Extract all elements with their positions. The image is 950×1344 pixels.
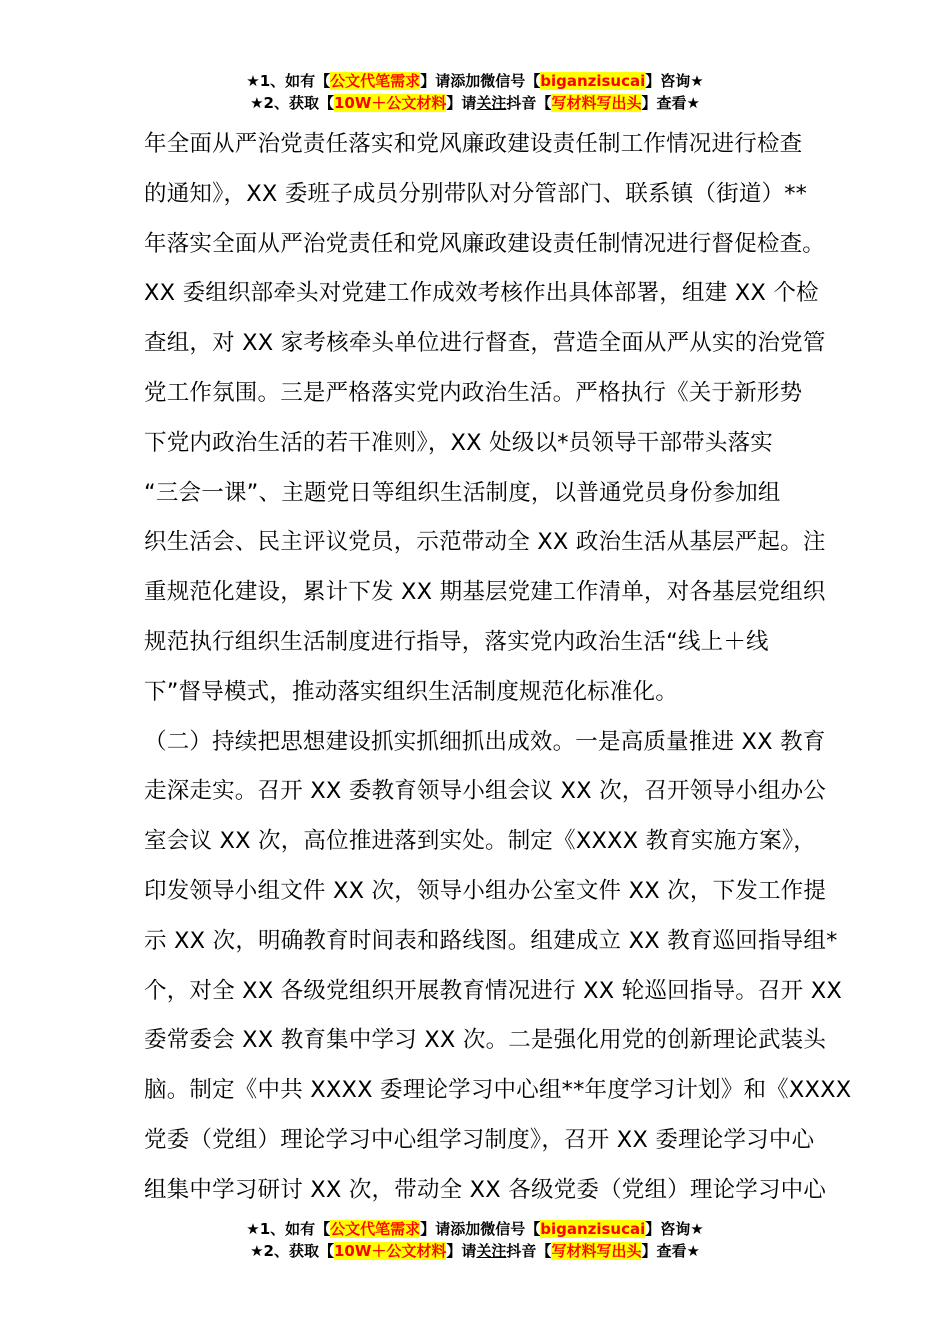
text-line: 走深走实。召开 XX 委教育领导小组会议 XX 次，召开领导小组办公	[144, 778, 827, 805]
text-line: 年落实全面从严治党责任和党风廉政建设责任制情况进行督促检查。	[144, 230, 826, 257]
header-banner	[0, 70, 950, 114]
banner-line-1	[0, 70, 950, 92]
text-line: 下党内政治生活的若干准则》，XX 处级以*员领导干部带头落实	[144, 429, 773, 456]
text-line: （二）持续把思想建设抓实抓细抓出成效。一是高质量推进 XX 教育	[144, 728, 826, 755]
text-line: 年全面从严治党责任落实和党风廉政建设责任制工作情况进行检查	[144, 131, 803, 157]
banner-highlight: 写材料写出头	[551, 94, 642, 112]
text-line: 室会议 XX 次，高位推进落到实处。制定《XXXX 教育实施方案》，	[144, 828, 816, 855]
banner-highlight: 写材料写出头	[551, 1242, 642, 1260]
banner-text: 】请添加微信号【	[420, 72, 541, 90]
banner-text: 】查看★	[641, 94, 700, 112]
banner-text: 】咨询★	[645, 1220, 704, 1238]
document-body	[144, 120, 852, 1216]
banner-highlight: 10W＋公文材料	[333, 1242, 447, 1260]
banner-highlight: 公文代笔需求	[330, 72, 421, 90]
banner-text: ★1、如有【	[246, 1220, 331, 1238]
banner-line-1	[0, 1218, 950, 1240]
banner-text: 】请添加微信号【	[420, 1220, 541, 1238]
text-line: 的通知》，XX 委班子成员分别带队对分管部门、联系镇（街道）**	[144, 180, 808, 207]
text-line: 组集中学习研讨 XX 次，带动全 XX 各级党委（党组）理论学习中心	[144, 1176, 827, 1203]
text-line: XX 委组织部牵头对党建工作成效考核作出具体部署，组建 XX 个检	[144, 280, 819, 307]
text-line: 党委（党组）理论学习中心组学习制度》，召开 XX 委理论学习中心	[144, 1126, 815, 1153]
text-line: 下”督导模式，推动落实组织生活制度规范化标准化。	[144, 678, 678, 705]
banner-line-2	[0, 92, 950, 114]
banner-text: 】查看★	[641, 1242, 700, 1260]
text-line: 印发领导小组文件 XX 次，领导小组办公室文件 XX 次，下发工作提	[144, 877, 827, 904]
wechat-id-highlight: biganzisucai	[540, 1220, 646, 1238]
banner-highlight: 公文代笔需求	[330, 1220, 421, 1238]
banner-text: ★2、获取【	[250, 94, 334, 112]
banner-underline: 关注	[476, 94, 507, 112]
text-line: 规范执行组织生活制度进行指导，落实党内政治生活“线上＋线	[144, 628, 769, 655]
banner-text: 】咨询★	[645, 72, 704, 90]
banner-underline: 关注	[476, 1242, 507, 1260]
text-line: 示 XX 次，明确教育时间表和路线图。组建成立 XX 教育巡回指导组*	[144, 927, 838, 954]
footer-banner	[0, 1218, 950, 1262]
text-line: 重规范化建设，累计下发 XX 期基层党建工作清单，对各基层党组织	[144, 579, 826, 606]
text-line: 个，对全 XX 各级党组织开展教育情况进行 XX 轮巡回指导。召开 XX	[144, 977, 842, 1004]
text-line: 织生活会、民主评议党员，示范带动全 XX 政治生活从基层严起。注	[144, 529, 826, 556]
banner-text: 抖音【	[506, 1242, 552, 1260]
banner-text: 抖音【	[506, 94, 552, 112]
banner-text: 】请	[446, 94, 477, 112]
text-line: 脑。制定《中共 XXXX 委理论学习中心组**年度学习计划》和《XXXX	[144, 1077, 852, 1104]
banner-text: 】请	[446, 1242, 477, 1260]
text-line: 查组，对 XX 家考核牵头单位进行督查，营造全面从严从实的治党管	[144, 330, 826, 357]
banner-highlight: 10W＋公文材料	[333, 94, 447, 112]
wechat-id-highlight: biganzisucai	[540, 72, 646, 90]
text-line: 委常委会 XX 教育集中学习 XX 次。二是强化用党的创新理论武装头	[144, 1027, 827, 1054]
banner-line-2	[0, 1240, 950, 1262]
banner-text: ★2、获取【	[250, 1242, 334, 1260]
banner-text: ★1、如有【	[246, 72, 331, 90]
text-line: “三会一课”、主题党日等组织生活制度，以普通党员身份参加组	[144, 479, 781, 506]
text-line: 党工作氛围。三是严格落实党内政治生活。严格执行《关于新形势	[144, 379, 803, 406]
